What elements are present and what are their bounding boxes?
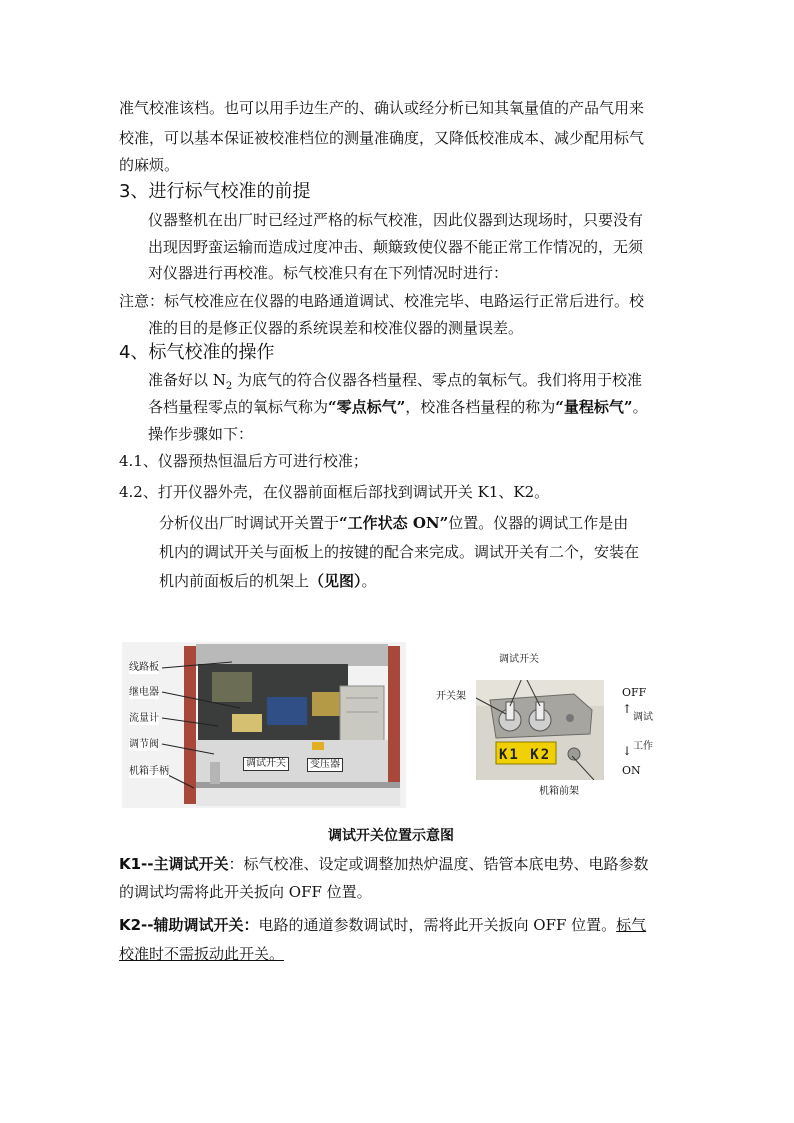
note-text: ：标气校准应在仪器的电路通道调试、校准完毕、电路运行正常后进行。校 [149, 292, 645, 310]
s4-p1-b: 位置。仪器的调试工作是由 [448, 514, 629, 532]
section4-heading: 4、标气校准的操作 [119, 342, 275, 363]
s4-l1-a: 准备好以 N [148, 371, 226, 389]
label-work: 工作 [633, 741, 653, 752]
note-label: 注意 [119, 292, 150, 310]
section4-p3 [159, 571, 377, 591]
k1-text: ：标气校准、设定或调整加热炉温度、锆管本底电势、电路参数 [228, 855, 649, 873]
switch-closeup-photo [476, 680, 604, 780]
s4-p1-a: 分析仪出厂时调试开关置于 [159, 514, 340, 532]
section3-line1: 仪器整机在出厂时已经过严格的标气校准，因此仪器到达现场时，只要没有 [148, 211, 644, 229]
k2-label: K2--辅助调试开关： [119, 916, 259, 934]
para1-line1: 准气校准该档。也可以用手边生产的、确认或经分析已知其氧量值的产品气用来 [119, 99, 645, 117]
label-flowmeter: 流量计 [129, 713, 159, 724]
label-debug-switch-left: 调试开关 [243, 757, 289, 771]
k1-line2: 的调试均需将此开关扳向 OFF 位置。 [119, 883, 372, 901]
section3-heading: 3、进行标气校准的前提 [119, 181, 311, 202]
section3-line2: 出现因野蛮运输而造成过度冲击、颠簸致使仪器不能正常工作情况的，无须 [148, 238, 644, 256]
s4-l2-c: 。 [632, 398, 648, 416]
label-debug-switch-right: 调试开关 [499, 654, 539, 665]
label-relay: 继电器 [129, 687, 159, 698]
s4-l2-bold2: “量程标气” [555, 398, 633, 416]
k2-plate-label: K2 [530, 747, 552, 763]
s4-l2-a: 各档量程零点的氧标气称为 [148, 398, 329, 416]
k2-line1 [119, 915, 646, 935]
para1-line3: 的麻烦。 [119, 156, 180, 174]
section4-line3: 操作步骤如下： [148, 425, 254, 443]
s4-p3-a: 机内前面板后的机架上 [159, 572, 310, 590]
s4-p3-bold: （见图） [309, 572, 362, 590]
label-circuit-board: 线路板 [129, 662, 159, 673]
section3-line3: 对仪器进行再校准。标气校准只有在下列情况时进行： [148, 264, 509, 282]
arrow-down-icon: ↓ [622, 744, 633, 758]
k1-label: K1--主调试开关 [119, 855, 229, 873]
label-chassis-handle: 机箱手柄 [129, 766, 169, 777]
k2-line2: 校准时不需扳动此开关。 [119, 945, 285, 963]
label-debug: 调试 [633, 712, 653, 723]
s4-p1-bold: “工作状态 ON” [339, 514, 449, 532]
instrument-interior-photo [122, 642, 406, 808]
section4-line1 [148, 370, 642, 397]
label-chassis-front: 机箱前架 [539, 786, 579, 797]
s4-l2-bold1: “零点标气” [328, 398, 406, 416]
para1-line2: 校准，可以基本保证被校准档位的测量准确度，又降低校准成本、减少配用标气 [119, 129, 645, 147]
step-4-2: 4.2、打开仪器外壳，在仪器前面框后部找到调试开关 K1、K2。 [119, 483, 550, 501]
note-line2: 准的目的是修正仪器的系统误差和校准仪器的测量误差。 [148, 319, 524, 337]
k2-text: 电路的通道参数调试时，需将此开关扳向 OFF 位置。 [258, 916, 617, 934]
step-4-1: 4.1、仪器预热恒温后方可进行校准； [119, 452, 368, 470]
label-off: OFF [622, 686, 647, 699]
section4-line2 [148, 397, 648, 417]
figure-caption: 调试开关位置示意图 [328, 828, 454, 844]
label-transformer: 变压器 [307, 758, 343, 772]
arrow-up-icon: ↑ [622, 702, 633, 716]
section4-p1 [159, 513, 628, 533]
k2-underlined-1: 标气 [616, 916, 647, 934]
note-line1 [119, 291, 644, 311]
k1-plate-label: K1 [499, 747, 520, 763]
label-switch-frame: 开关架 [436, 691, 466, 702]
s4-p3-b: 。 [361, 572, 377, 590]
k-switch-labels [499, 747, 553, 763]
section4-p2: 机内的调试开关与面板上的按键的配合来完成。调试开关有二个，安装在 [159, 543, 640, 561]
s4-l1-b: 为底气的符合仪器各档量程、零点的氧标气。我们将用于校准 [232, 371, 643, 389]
label-regulating-valve: 调节阀 [129, 739, 159, 750]
s4-l2-b: ，校准各档量程的称为 [405, 398, 556, 416]
label-on: ON [622, 764, 641, 777]
k1-line1 [119, 854, 649, 874]
s4-l1-sub: 2 [225, 381, 233, 392]
